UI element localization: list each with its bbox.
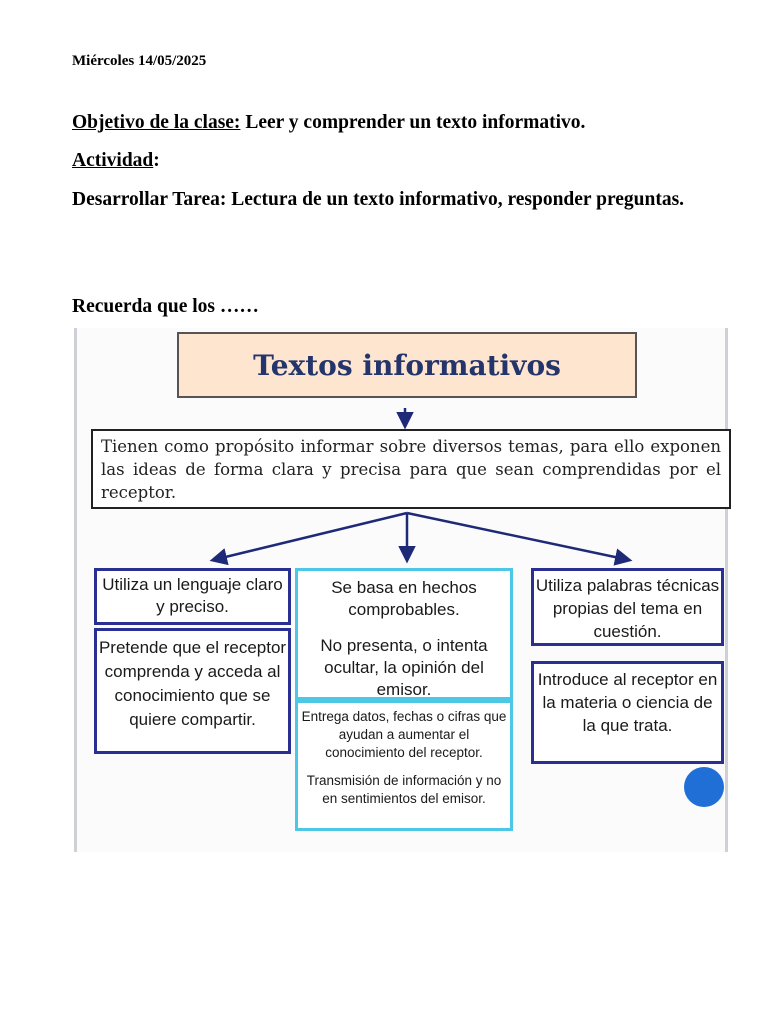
activity-colon: : [153,150,160,171]
center-facts-text: Se basa en hechos comprobables. [331,578,477,619]
center-opinion-text: No presenta, o intenta ocultar, la opinión del emisor. [320,636,488,699]
reminder-text: Recuerda que los …… [72,296,259,317]
right-box-technical: Utiliza palabras técnicas propias del tema en cuestión. [531,568,724,646]
activity-label: Actividad [72,150,154,171]
right-box-introduce: Introduce al receptor en la materia o ciencia de la que trata. [531,661,724,764]
task-text: Desarrollar Tarea: Lectura de un texto informativo, responder preguntas. [72,189,685,210]
arrow-to-right [407,513,629,560]
objective-text: Leer y comprender un texto informativo. [245,112,586,133]
center-transmission-text: Transmisión de información y no en sentimientos del emisor. [306,773,502,806]
center-data-text: Entrega datos, fechas o cifras que ayudan a aumentar el conocimiento del receptor. [301,709,507,760]
concept-map [74,328,728,852]
center-box-data [295,700,513,831]
objective-label: Objetivo de la clase: [72,112,241,133]
diagram-title: Textos informativos [177,332,637,398]
left-box-language: Utiliza un lenguaje claro y preciso. [94,568,291,625]
center-box-facts [295,568,513,700]
objective-line [72,110,585,136]
class-date: Miércoles 14/05/2025 [72,53,207,69]
left-box-purpose: Pretende que el receptor comprenda y acceda al conocimiento que se quiere compartir. [94,628,291,754]
blue-circle-icon [684,767,724,807]
activity-line [72,148,160,174]
definition-box: Tienen como propósito informar sobre diversos temas, para ello exponen las ideas de forma clara y precisa para que sean comprendidas por el receptor. [91,429,731,509]
arrow-to-left [213,513,407,560]
